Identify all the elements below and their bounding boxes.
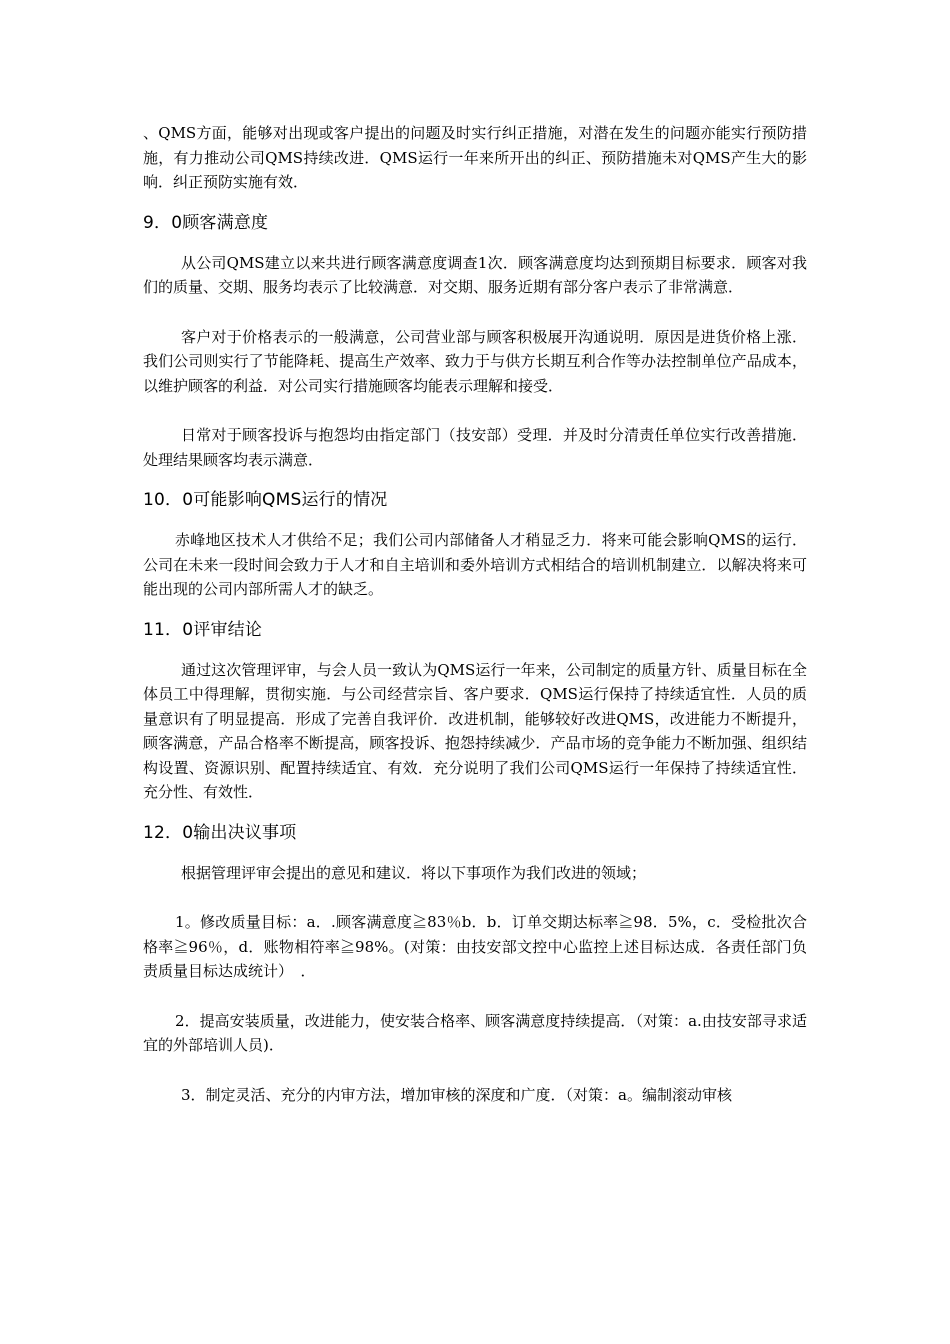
section-9-paragraph-2: 客户对于价格表示的一般满意，公司营业部与顾客积极展开沟通说明．原因是进货价格上涨．我们公司则实行了节能降耗、提高生产效率、致力于与供方长期互利合作等办法控制单位产品成本，以维护顾客的利益．对公司实行措施顾客均能表示理解和接受． <box>143 327 807 395</box>
section-12-paragraph-1: 根据管理评审会提出的意见和建议．将以下事项作为我们改进的领域； <box>181 863 647 882</box>
intro-paragraph: 、QMS方面，能够对出现或客户提出的问题及时实行纠正措施，对潜在发生的问题亦能实行预防措施，有力推动公司QMS持续改进．QMS运行一年来所开出的纠正、预防措施未对QMS产生大的影响．纠正预防实施有效． <box>143 124 807 191</box>
section-9-heading: 9．0顾客满意度 <box>143 212 269 233</box>
section-12-item-2: 2．提高安装质量，改进能力，使安装合格率、顾客满意度持续提高．（对策：a.由技安部寻求适宜的外部培训人员)． <box>143 1011 807 1054</box>
section-9-paragraph-3: 日常对于顾客投诉与抱怨均由指定部门（技安部）受理．并及时分清责任单位实行改善措施．处理结果顾客均表示满意． <box>143 426 807 469</box>
section-10-heading: 10．0可能影响QMS运行的情况 <box>143 490 388 510</box>
section-11-paragraph-1: 通过这次管理评审，与会人员一致认为QMS运行一年来，公司制定的质量方针、质量目标在全体员工中得理解，贯彻实施．与公司经营宗旨、客户要求．QMS运行保持了持续适宜性．人员的质量意识有了明显提高．形成了完善自我评价．改进机制，能够较好改进QMS，改进能力不断提升，顾客满意，产品合格率不断提高，顾客投诉、抱怨持续减少．产品市场的竞争能力不断加强、组织结构设置、资源识别、配置持续适宜、有效．充分说明了我们公司QMS运行一年保持了持续适宜性．充分性、有效性． <box>143 660 807 801</box>
section-12-heading: 12．0输出决议事项 <box>143 822 297 843</box>
section-12-item-3: 3．制定灵活、充分的内审方法，增加审核的深度和广度．（对策：a。编制滚动审核 <box>181 1085 732 1104</box>
section-9-paragraph-1: 从公司QMS建立以来共进行顾客满意度调查1次．顾客满意度均达到预期目标要求．顾客对我们的质量、交期、服务均表示了比较满意．对交期、服务近期有部分客户表示了非常满意． <box>143 253 807 296</box>
section-12-item-1: 1。修改质量目标：a．.顾客满意度≧83％b．b．订单交期达标率≧98．5%，c．受检批次合格率≧96％，d．账物相符率≧98%。(对策：由技安部文控中心监控上述目标达成．各责任部门负责质量目标达成统计） ． <box>143 913 807 980</box>
document-page <box>143 121 807 1107</box>
section-10-paragraph-1: 赤峰地区技术人才供给不足；我们公司内部储备人才稍显乏力．将来可能会影响QMS的运行．公司在未来一段时间会致力于人才和自主培训和委外培训方式相结合的培训机制建立．以解决将来可能出现的公司内部所需人才的缺乏。 <box>143 531 807 598</box>
section-11-heading: 11．0评审结论 <box>143 619 263 640</box>
